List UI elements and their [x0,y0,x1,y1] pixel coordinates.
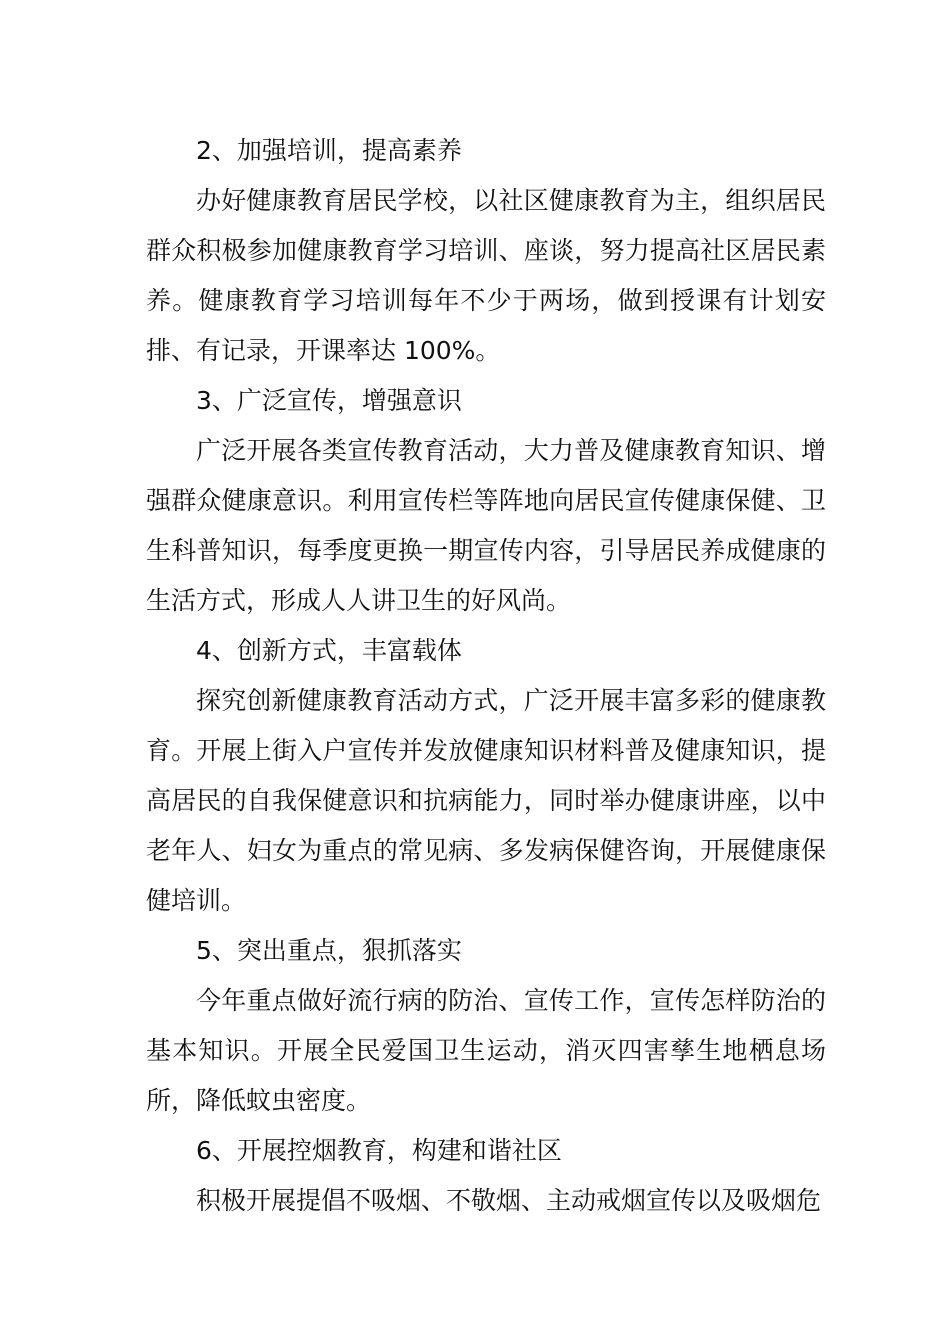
section-paragraph-2: 办好健康教育居民学校，以社区健康教育为主，组织居民群众积极参加健康教育学习培训、座谈，努力提高社区居民素养。健康教育学习培训每年不少于两场，做到授课有计划安排、有记录，开课率达 100%。 [146,186,826,365]
section-heading-2: 2、加强培训，提高素养 [196,136,462,165]
section-heading-6: 6、开展控烟教育，构建和谐社区 [196,1136,562,1165]
section-paragraph-5: 今年重点做好流行病的防治、宣传工作，宣传怎样防治的基本知识。开展全民爱国卫生运动，消灭四害孳生地栖息场所，降低蚊虫密度。 [146,986,826,1115]
section-paragraph-4: 探究创新健康教育活动方式，广泛开展丰富多彩的健康教育。开展上街入户宣传并发放健康知识材料普及健康知识，提高居民的自我保健意识和抗病能力，同时举办健康讲座，以中老年人、妇女为重点的常见病、多发病保健咨询，开展健康保健培训。 [146,686,826,915]
section-heading-3: 3、广泛宣传，增强意识 [196,386,462,415]
document-body [146,126,826,1226]
section-paragraph-3: 广泛开展各类宣传教育活动，大力普及健康教育知识、增强群众健康意识。利用宣传栏等阵地向居民宣传健康保健、卫生科普知识，每季度更换一期宣传内容，引导居民养成健康的生活方式，形成人人讲卫生的好风尚。 [146,436,826,615]
section-paragraph-6: 积极开展提倡不吸烟、不敬烟、主动戒烟宣传以及吸烟危 [196,1186,822,1215]
section-heading-5: 5、突出重点，狠抓落实 [196,936,462,965]
section-heading-4: 4、创新方式，丰富载体 [196,636,462,665]
